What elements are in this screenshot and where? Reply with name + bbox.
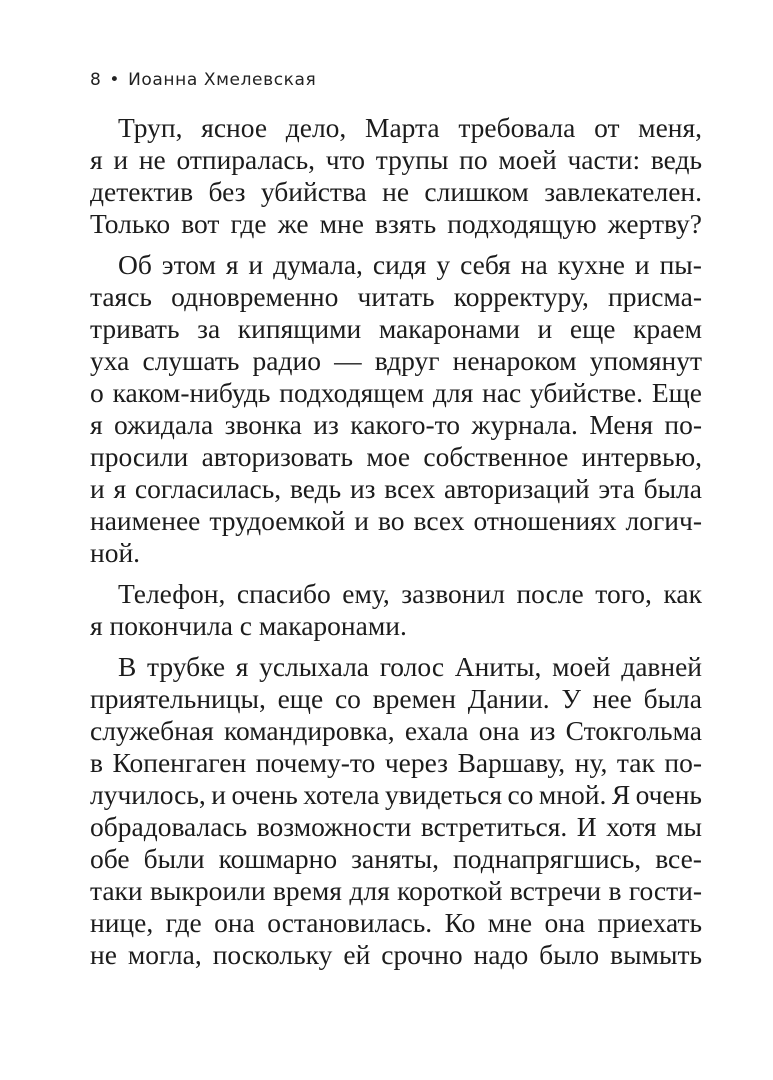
paragraph-4 [90,651,702,971]
text-line: нице, где она остановилась. Ко мне она приехать [90,907,703,938]
text-line: о каком-нибудь подходящем для нас убийстве. Еще [90,377,703,408]
text-line: служебная командировка, ехала она из Стокгольма [90,715,703,746]
text-line: таки выкроили время для короткой встречи в гости- [90,875,702,906]
body-text [90,112,702,980]
paragraph-2 [90,249,702,569]
page-number: 8 [90,70,102,90]
header-separator: • [109,70,121,90]
text-line: Телефон, спасибо ему, зазвонил после того, как [118,578,702,609]
text-line: Об этом я и думала, сидя у себя на кухне и пы- [118,249,702,280]
text-line: детектив без убийства не слишком завлекателен. [90,176,703,207]
text-line: уха слушать радио — вдруг ненароком упомянут [90,345,702,376]
text-line: не могла, поскольку ей срочно надо было вымыть [90,939,703,970]
text-line: Труп, ясное дело, Марта требовала от меня, [118,112,703,143]
author-name: Иоанна Хмелевская [128,70,317,90]
text-line: лучилось, и очень хотела увидеться со мной. Я очень [90,779,702,810]
text-line: приятельницы, еще со времен Дании. У нее была [90,683,702,714]
paragraph-1 [90,112,702,240]
text-line: я и не отпиралась, что трупы по моей части: ведь [90,144,703,175]
text-line: и я согласилась, ведь из всех авторизаций эта была [90,473,702,504]
text-line: в Копенгаген почему-то через Варшаву, ну, так по- [90,747,702,778]
paragraph-3 [90,578,702,642]
text-line: В трубке я услыхала голос Аниты, моей давней [118,651,703,682]
text-line: тривать за кипящими макаронами и еще краем [90,313,702,344]
text-line: обрадовалась возможности встретиться. И хотя мы [90,811,702,842]
text-line: Только вот где же мне взять подходящую жертву? [90,208,702,239]
running-header [90,70,316,90]
text-line: я ожидала звонка из какого-то журнала. Меня по- [90,409,703,440]
text-line: таясь одновременно читать корректуру, присма- [90,281,703,312]
text-line: просили авторизовать мое собственное интервью, [90,441,703,472]
text-line: обе были кошмарно заняты, поднапрягшись, все- [90,843,702,874]
text-line: наименее трудоемкой и во всех отношениях логич- [90,505,702,536]
text-line: ной. [90,537,141,568]
text-line: я покончила с макаронами. [90,610,407,641]
